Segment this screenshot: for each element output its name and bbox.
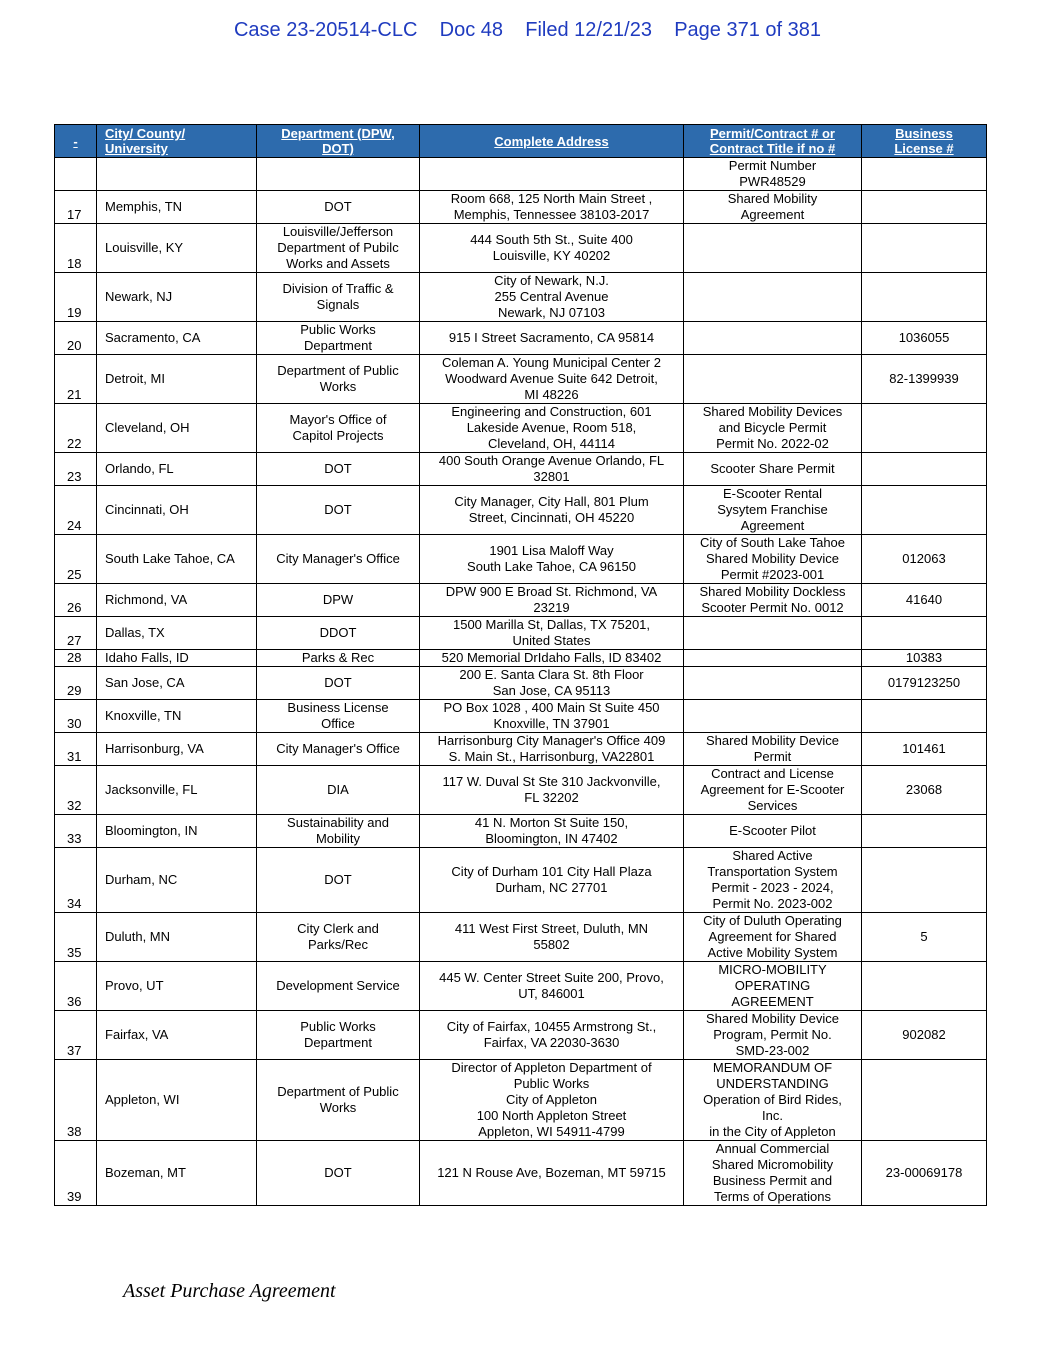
cell-index: 33 xyxy=(55,815,97,848)
cell-permit xyxy=(684,322,862,355)
footer-title: Asset Purchase Agreement xyxy=(123,1280,336,1302)
column-header-address: Complete Address xyxy=(420,125,684,158)
cell-address: 41 N. Morton St Suite 150, Bloomington, IN 47402 xyxy=(420,815,684,848)
cell-department: DOT xyxy=(257,1141,420,1206)
cell-permit xyxy=(684,650,862,667)
cell-department: DIA xyxy=(257,766,420,815)
table-row xyxy=(55,848,987,913)
cell-index: 23 xyxy=(55,453,97,486)
cell-index: 21 xyxy=(55,355,97,404)
permits-table xyxy=(54,124,987,1206)
cell-index: 22 xyxy=(55,404,97,453)
cell-city: Richmond, VA xyxy=(97,584,257,617)
cell-license xyxy=(862,962,987,1011)
cell-index: 36 xyxy=(55,962,97,1011)
cell-department: City Clerk and Parks/Rec xyxy=(257,913,420,962)
cell-permit: Contract and License Agreement for E-Scooter Services xyxy=(684,766,862,815)
cell-permit xyxy=(684,355,862,404)
table-row xyxy=(55,815,987,848)
cell-index: 31 xyxy=(55,733,97,766)
cell-index: 29 xyxy=(55,667,97,700)
cell-index: 25 xyxy=(55,535,97,584)
cell-city: Provo, UT xyxy=(97,962,257,1011)
cell-permit: City of South Lake Tahoe Shared Mobility Device Permit #2023-001 xyxy=(684,535,862,584)
cell-permit: Scooter Share Permit xyxy=(684,453,862,486)
cell-license: 82-1399939 xyxy=(862,355,987,404)
cell-license: 101461 xyxy=(862,733,987,766)
table-row xyxy=(55,962,987,1011)
cell-index: 35 xyxy=(55,913,97,962)
column-header-permit: Permit/Contract # or Contract Title if no # xyxy=(684,125,862,158)
cell-address: 445 W. Center Street Suite 200, Provo, UT, 846001 xyxy=(420,962,684,1011)
cell-permit: MICRO-MOBILITY OPERATING AGREEMENT xyxy=(684,962,862,1011)
cell-index: 19 xyxy=(55,273,97,322)
cell-address: 121 N Rouse Ave, Bozeman, MT 59715 xyxy=(420,1141,684,1206)
cell-department: Public Works Department xyxy=(257,322,420,355)
cell-address: 117 W. Duval St Ste 310 Jackvonville, FL 32202 xyxy=(420,766,684,815)
table-row xyxy=(55,766,987,815)
cell-address: Engineering and Construction, 601 Lakeside Avenue, Room 518, Cleveland, OH, 44114 xyxy=(420,404,684,453)
table-header-row xyxy=(55,125,987,158)
cell-address: City of Durham 101 City Hall Plaza Durham, NC 27701 xyxy=(420,848,684,913)
cell-address: Harrisonburg City Manager's Office 409 S. Main St., Harrisonburg, VA22801 xyxy=(420,733,684,766)
table-row xyxy=(55,191,987,224)
cell-address: PO Box 1028 , 400 Main St Suite 450 Knoxville, TN 37901 xyxy=(420,700,684,733)
cell-license: 5 xyxy=(862,913,987,962)
cell-index: 18 xyxy=(55,224,97,273)
cell-index: 26 xyxy=(55,584,97,617)
cell-department: Development Service xyxy=(257,962,420,1011)
cell-city: Orlando, FL xyxy=(97,453,257,486)
cell-license xyxy=(862,617,987,650)
cell-department: DOT xyxy=(257,667,420,700)
cell-department: DDOT xyxy=(257,617,420,650)
cell-department: Public Works Department xyxy=(257,1011,420,1060)
cell-city: San Jose, CA xyxy=(97,667,257,700)
cell-index: 20 xyxy=(55,322,97,355)
cell-license: 1036055 xyxy=(862,322,987,355)
table-row xyxy=(55,273,987,322)
cell-license xyxy=(862,158,987,191)
cell-city: Dallas, TX xyxy=(97,617,257,650)
cell-address: DPW 900 E Broad St. Richmond, VA 23219 xyxy=(420,584,684,617)
cell-address: 520 Memorial DrIdaho Falls, ID 83402 xyxy=(420,650,684,667)
cell-department: Division of Traffic & Signals xyxy=(257,273,420,322)
cell-department: DOT xyxy=(257,453,420,486)
cell-city: Harrisonburg, VA xyxy=(97,733,257,766)
table-row xyxy=(55,733,987,766)
cell-permit: Shared Mobility Devices and Bicycle Permit Permit No. 2022-02 xyxy=(684,404,862,453)
cell-city: Durham, NC xyxy=(97,848,257,913)
table-row xyxy=(55,404,987,453)
cell-address: Director of Appleton Department of Public Works City of Appleton 100 North Appleton Street Appleton, WI 54911-4799 xyxy=(420,1060,684,1141)
cell-city: Memphis, TN xyxy=(97,191,257,224)
cell-permit: City of Duluth Operating Agreement for Shared Active Mobility System xyxy=(684,913,862,962)
cell-department: DOT xyxy=(257,486,420,535)
cell-address: 200 E. Santa Clara St. 8th Floor San Jose, CA 95113 xyxy=(420,667,684,700)
cell-department: Department of Public Works xyxy=(257,1060,420,1141)
table-row xyxy=(55,700,987,733)
cell-index: 30 xyxy=(55,700,97,733)
cell-address: Coleman A. Young Municipal Center 2 Woodward Avenue Suite 642 Detroit, MI 48226 xyxy=(420,355,684,404)
cell-city: Detroit, MI xyxy=(97,355,257,404)
cell-index: 24 xyxy=(55,486,97,535)
table-row xyxy=(55,584,987,617)
cell-permit: Permit Number PWR48529 xyxy=(684,158,862,191)
cell-department: Louisville/Jefferson Department of Pubilc Works and Assets xyxy=(257,224,420,273)
cell-city: Knoxville, TN xyxy=(97,700,257,733)
cell-address: 1901 Lisa Maloff Way South Lake Tahoe, CA 96150 xyxy=(420,535,684,584)
cell-license: 41640 xyxy=(862,584,987,617)
cell-license xyxy=(862,1060,987,1141)
cell-address: 400 South Orange Avenue Orlando, FL 32801 xyxy=(420,453,684,486)
cell-index: 38 xyxy=(55,1060,97,1141)
cell-department: City Manager's Office xyxy=(257,733,420,766)
cell-department: DOT xyxy=(257,191,420,224)
cell-city: Duluth, MN xyxy=(97,913,257,962)
table-row xyxy=(55,535,987,584)
cell-permit xyxy=(684,700,862,733)
table-row xyxy=(55,617,987,650)
cell-permit: Shared Mobility Dockless Scooter Permit No. 0012 xyxy=(684,584,862,617)
cell-index: 17 xyxy=(55,191,97,224)
cell-address: City of Newark, N.J. 255 Central Avenue Newark, NJ 07103 xyxy=(420,273,684,322)
cell-license: 0179123250 xyxy=(862,667,987,700)
cell-index: 28 xyxy=(55,650,97,667)
case-header: Case 23-20514-CLC Doc 48 Filed 12/21/23 Page 371 of 381 xyxy=(233,19,822,41)
cell-license xyxy=(862,404,987,453)
cell-permit xyxy=(684,273,862,322)
cell-permit: Shared Mobility Device Program, Permit No. SMD-23-002 xyxy=(684,1011,862,1060)
cell-index: 32 xyxy=(55,766,97,815)
cell-city: Louisville, KY xyxy=(97,224,257,273)
cell-city: Bloomington, IN xyxy=(97,815,257,848)
cell-permit: E-Scooter Rental Sysytem Franchise Agreement xyxy=(684,486,862,535)
table-row xyxy=(55,322,987,355)
cell-department: Sustainability and Mobility xyxy=(257,815,420,848)
cell-index: 27 xyxy=(55,617,97,650)
cell-index: 39 xyxy=(55,1141,97,1206)
cell-license: 23068 xyxy=(862,766,987,815)
table-row xyxy=(55,1141,987,1206)
cell-license xyxy=(862,224,987,273)
cell-license: 902082 xyxy=(862,1011,987,1060)
cell-permit: Annual Commercial Shared Micromobility Business Permit and Terms of Operations xyxy=(684,1141,862,1206)
cell-department: City Manager's Office xyxy=(257,535,420,584)
cell-permit: E-Scooter Pilot xyxy=(684,815,862,848)
cell-city: Appleton, WI xyxy=(97,1060,257,1141)
table-body xyxy=(55,158,987,1206)
cell-permit xyxy=(684,224,862,273)
cell-license xyxy=(862,486,987,535)
cell-license: 012063 xyxy=(862,535,987,584)
cell-index xyxy=(55,158,97,191)
table-row xyxy=(55,1060,987,1141)
table-row xyxy=(55,158,987,191)
table-row xyxy=(55,355,987,404)
cell-city: Jacksonville, FL xyxy=(97,766,257,815)
cell-license xyxy=(862,848,987,913)
table-row xyxy=(55,667,987,700)
column-header-department: Department (DPW, DOT) xyxy=(257,125,420,158)
cell-address: 444 South 5th St., Suite 400 Louisville, KY 40202 xyxy=(420,224,684,273)
cell-city: Fairfax, VA xyxy=(97,1011,257,1060)
cell-city: Idaho Falls, ID xyxy=(97,650,257,667)
cell-license: 10383 xyxy=(862,650,987,667)
cell-department: Business License Office xyxy=(257,700,420,733)
table-row xyxy=(55,913,987,962)
table-row xyxy=(55,650,987,667)
cell-address: 411 West First Street, Duluth, MN 55802 xyxy=(420,913,684,962)
cell-license xyxy=(862,815,987,848)
cell-department: Department of Public Works xyxy=(257,355,420,404)
column-header-index: - xyxy=(55,125,97,158)
cell-address: City of Fairfax, 10455 Armstrong St., Fairfax, VA 22030-3630 xyxy=(420,1011,684,1060)
cell-department: Parks & Rec xyxy=(257,650,420,667)
cell-license: 23-00069178 xyxy=(862,1141,987,1206)
cell-permit: Shared Mobility Device Permit xyxy=(684,733,862,766)
cell-permit: MEMORANDUM OF UNDERSTANDING Operation of Bird Rides, Inc. in the City of Appleton xyxy=(684,1060,862,1141)
cell-department xyxy=(257,158,420,191)
cell-address: 915 I Street Sacramento, CA 95814 xyxy=(420,322,684,355)
cell-city: Bozeman, MT xyxy=(97,1141,257,1206)
cell-permit: Shared Active Transportation System Permit - 2023 - 2024, Permit No. 2023-002 xyxy=(684,848,862,913)
cell-address: City Manager, City Hall, 801 Plum Street, Cincinnati, OH 45220 xyxy=(420,486,684,535)
table-row xyxy=(55,1011,987,1060)
cell-permit xyxy=(684,667,862,700)
cell-license xyxy=(862,191,987,224)
cell-city: South Lake Tahoe, CA xyxy=(97,535,257,584)
cell-license xyxy=(862,700,987,733)
cell-license xyxy=(862,273,987,322)
column-header-license: Business License # xyxy=(862,125,987,158)
cell-permit: Shared Mobility Agreement xyxy=(684,191,862,224)
cell-city: Cincinnati, OH xyxy=(97,486,257,535)
table-row xyxy=(55,224,987,273)
cell-permit xyxy=(684,617,862,650)
cell-city: Cleveland, OH xyxy=(97,404,257,453)
cell-index: 34 xyxy=(55,848,97,913)
cell-address: Room 668, 125 North Main Street , Memphis, Tennessee 38103-2017 xyxy=(420,191,684,224)
table-row xyxy=(55,486,987,535)
cell-address xyxy=(420,158,684,191)
cell-city: Newark, NJ xyxy=(97,273,257,322)
cell-city: Sacramento, CA xyxy=(97,322,257,355)
cell-department: DPW xyxy=(257,584,420,617)
cell-index: 37 xyxy=(55,1011,97,1060)
cell-department: Mayor's Office of Capitol Projects xyxy=(257,404,420,453)
cell-address: 1500 Marilla St, Dallas, TX 75201, United States xyxy=(420,617,684,650)
cell-city xyxy=(97,158,257,191)
cell-department: DOT xyxy=(257,848,420,913)
cell-license xyxy=(862,453,987,486)
column-header-city: City/ County/ University xyxy=(97,125,257,158)
table-row xyxy=(55,453,987,486)
